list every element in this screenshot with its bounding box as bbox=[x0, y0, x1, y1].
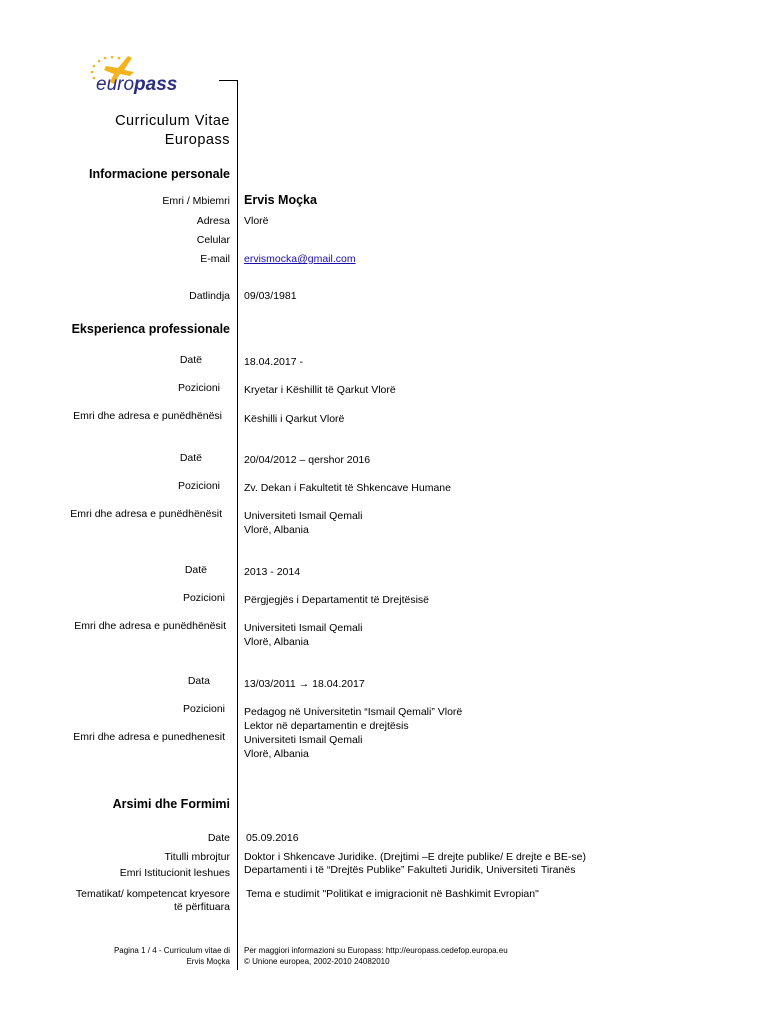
cv-title bbox=[115, 112, 230, 150]
edu-title-label: Titulli mbrojtur bbox=[164, 851, 230, 863]
cv-title-line2: Europass bbox=[164, 132, 230, 148]
job2-employer-line2: Vlorë, Albania bbox=[244, 524, 309, 536]
footer-cv-owner: Ervis Moçka bbox=[186, 957, 230, 966]
name-label: Emri / Mbiemri bbox=[162, 195, 230, 207]
address-value: Vlorë bbox=[244, 215, 269, 227]
edu-date-label: Date bbox=[207, 832, 230, 844]
mobile-label: Celular bbox=[196, 234, 230, 246]
person-name: Ervis Moçka bbox=[244, 193, 317, 207]
job1-position: Kryetar i Këshillit të Qarkut Vlorë bbox=[244, 384, 396, 396]
edu-date: 05.09.2016 bbox=[246, 832, 299, 844]
job2-position: Zv. Dekan i Fakultetit të Shkencave Humane bbox=[244, 482, 451, 494]
job1-date-label: Datë bbox=[179, 354, 202, 366]
job2-employer-line1: Universiteti Ismail Qemali bbox=[244, 510, 363, 522]
logo-text-euro: euro bbox=[96, 74, 135, 95]
job4-date: 13/03/2011 → 18.04.2017 bbox=[244, 678, 365, 690]
job1-date: 18.04.2017 - bbox=[244, 356, 303, 368]
edu-institution-label: Emri Istitucionit leshues bbox=[119, 867, 230, 879]
edu-title: Doktor i Shkencave Juridike. (Drejtimi –E drejte publike/ E drejte e BE-se) bbox=[244, 851, 586, 863]
job4-position-label: Pozicioni bbox=[182, 703, 225, 715]
experience-heading: Eksperienca professionale bbox=[71, 322, 230, 336]
job2-date: 20/04/2012 – qershor 2016 bbox=[244, 454, 371, 466]
job1-employer-label: Emri dhe adresa e punëdhënësi bbox=[73, 410, 222, 422]
job4-position-line1: Pedagog në Universitetin “Ismail Qemali” Vlorë bbox=[244, 706, 463, 718]
europass-logo bbox=[84, 48, 204, 100]
job3-date-label: Datë bbox=[184, 564, 207, 576]
dob-value: 09/03/1981 bbox=[244, 290, 297, 302]
job3-employer-line2: Vlorë, Albania bbox=[244, 636, 309, 648]
dob-label: Datlindja bbox=[189, 290, 230, 302]
email-link[interactable]: ervismocka@gmail.com bbox=[244, 253, 356, 265]
job2-date-label: Datë bbox=[179, 452, 202, 464]
address-label: Adresa bbox=[196, 215, 230, 227]
job3-employer-line1: Universiteti Ismail Qemali bbox=[244, 622, 363, 634]
job4-position-line2: Lektor në departamentin e drejtësis bbox=[244, 720, 409, 732]
job2-employer-label: Emri dhe adresa e punëdhënësit bbox=[70, 508, 222, 520]
job3-date: 2013 - 2014 bbox=[244, 566, 301, 578]
job4-employer-line2: Vlorë, Albania bbox=[244, 748, 309, 760]
job4-employer-label: Emri dhe adresa e punedhenesit bbox=[73, 731, 225, 743]
cv-title-line1: Curriculum Vitae bbox=[115, 113, 230, 129]
job1-employer-line1: Këshilli i Qarkut Vlorë bbox=[244, 413, 345, 425]
job4-date-label: Data bbox=[187, 675, 210, 687]
divider-top-tick bbox=[219, 80, 238, 81]
job1-position-label: Pozicioni bbox=[177, 382, 220, 394]
edu-topics-label-line2: të përfituara bbox=[173, 901, 230, 913]
footer-copyright: © Unione europea, 2002-2010 24082010 bbox=[244, 957, 390, 966]
edu-topics-label-line1: Tematikat/ kompetencat kryesore bbox=[75, 888, 230, 900]
footer-europass-info: Per maggiori informazioni su Europass: http://europass.cedefop.europa.eu bbox=[244, 946, 508, 955]
logo-text-pass: pass bbox=[134, 74, 178, 95]
job3-position-label: Pozicioni bbox=[182, 592, 225, 604]
edu-institution: Departamenti i të “Drejtës Publike” Fakulteti Juridik, Universiteti Tiranës bbox=[244, 864, 576, 876]
edu-topics: Tema e studimit "Politikat e imigracionit në Bashkimit Evropian" bbox=[246, 888, 539, 900]
job3-position: Përgjegjës i Departamentit të Drejtësisë bbox=[244, 594, 430, 606]
job3-employer-label: Emri dhe adresa e punëdhënësit bbox=[74, 620, 226, 632]
footer-page-number: Pagina 1 / 4 - Curriculum vitae di bbox=[113, 946, 230, 955]
job2-position-label: Pozicioni bbox=[177, 480, 220, 492]
education-heading: Arsimi dhe Formimi bbox=[112, 797, 230, 811]
job4-employer-line1: Universiteti Ismail Qemali bbox=[244, 734, 363, 746]
email-label: E-mail bbox=[200, 253, 230, 265]
personal-heading: Informacione personale bbox=[88, 167, 230, 181]
column-divider bbox=[237, 80, 238, 970]
